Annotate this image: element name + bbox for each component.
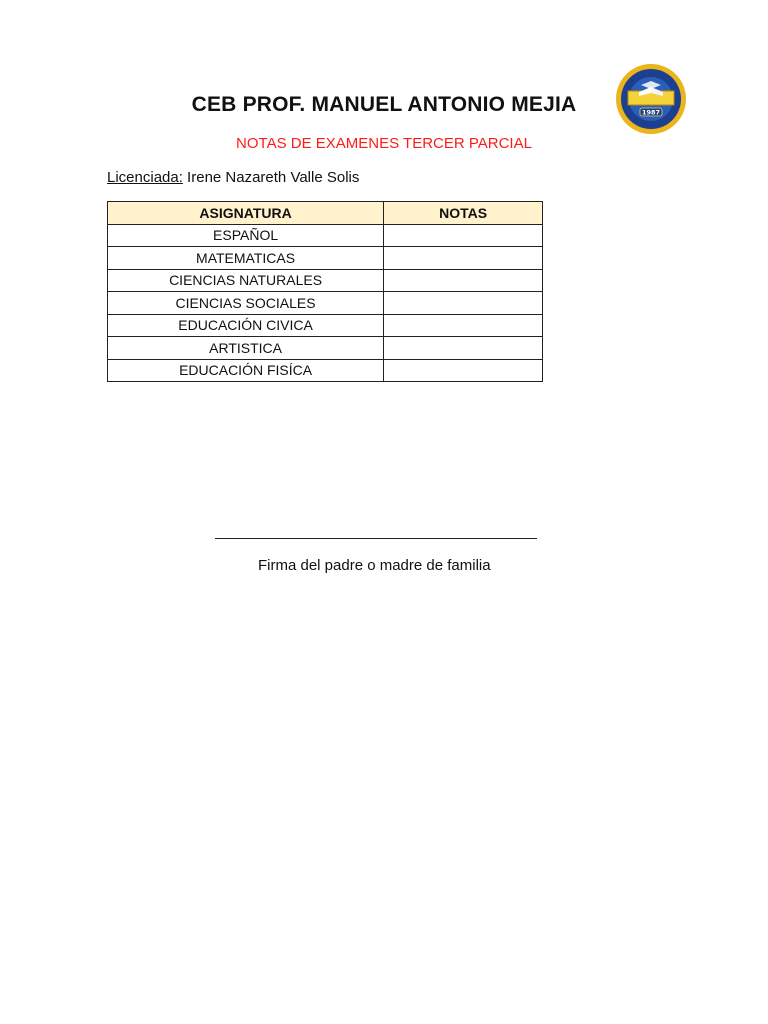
subject-cell: CIENCIAS NATURALES bbox=[108, 269, 384, 292]
table-header-row bbox=[108, 202, 543, 225]
grade-cell[interactable] bbox=[384, 359, 543, 382]
subject-cell: MATEMATICAS bbox=[108, 247, 384, 270]
grade-cell[interactable] bbox=[384, 337, 543, 360]
subject-cell: EDUCACIÓN CIVICA bbox=[108, 314, 384, 337]
logo-year: 1987 bbox=[641, 108, 661, 117]
table-row bbox=[108, 337, 543, 360]
teacher-line bbox=[107, 169, 359, 186]
grades-table bbox=[107, 201, 543, 382]
header-grade: NOTAS bbox=[384, 202, 543, 225]
grade-cell[interactable] bbox=[384, 292, 543, 315]
school-seal-logo bbox=[615, 63, 687, 135]
table-row bbox=[108, 359, 543, 382]
teacher-name: Irene Nazareth Valle Solis bbox=[182, 169, 360, 186]
subject-cell: ARTISTICA bbox=[108, 337, 384, 360]
teacher-label: Licenciada: bbox=[107, 169, 183, 186]
grade-cell[interactable] bbox=[384, 269, 543, 292]
table-row bbox=[108, 269, 543, 292]
table-row bbox=[108, 314, 543, 337]
grade-cell[interactable] bbox=[384, 247, 543, 270]
grade-cell[interactable] bbox=[384, 314, 543, 337]
signature-line bbox=[215, 538, 537, 539]
table-row bbox=[108, 224, 543, 247]
school-title: CEB PROF. MANUEL ANTONIO MEJIA bbox=[191, 93, 577, 116]
table-row bbox=[108, 247, 543, 270]
exam-subtitle: NOTAS DE EXAMENES TERCER PARCIAL bbox=[236, 135, 532, 152]
header-subject: ASIGNATURA bbox=[108, 202, 384, 225]
grade-cell[interactable] bbox=[384, 224, 543, 247]
signature-label: Firma del padre o madre de familia bbox=[258, 557, 491, 574]
subject-cell: EDUCACIÓN FISÍCA bbox=[108, 359, 384, 382]
subject-cell: ESPAÑOL bbox=[108, 224, 384, 247]
table-row bbox=[108, 292, 543, 315]
subject-cell: CIENCIAS SOCIALES bbox=[108, 292, 384, 315]
